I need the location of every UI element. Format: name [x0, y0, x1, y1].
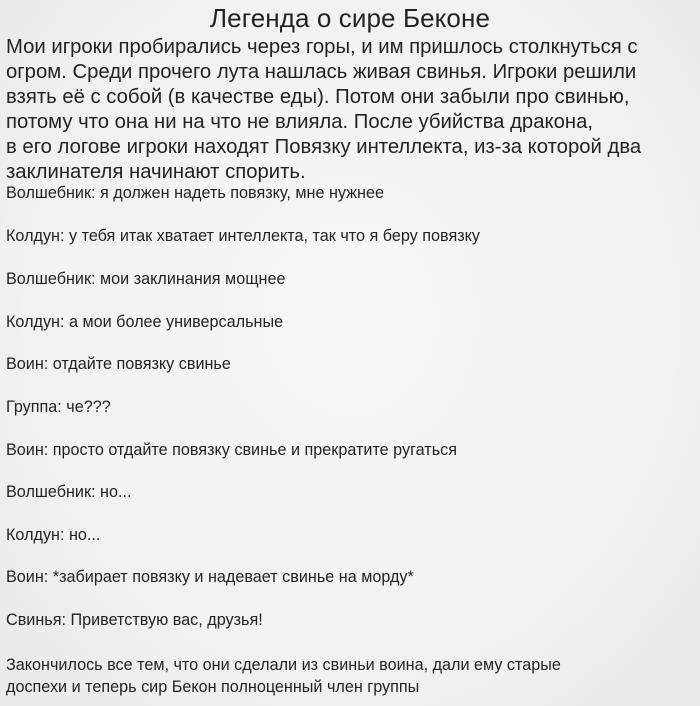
intro-line: огром. Среди прочего лута нашлась живая свинья. Игроки решили	[6, 61, 637, 83]
dialog-line-wizard-2: Волшебник: мои заклинания мощнее	[6, 270, 286, 288]
intro-line: в его логове игроки находят Повязку интеллекта, из-за которой два	[6, 136, 642, 158]
dialog-line-pig: Свинья: Приветствую вас, друзья!	[6, 611, 263, 629]
dialog-line-wizard-1: Волшебник: я должен надеть повязку, мне нужнее	[6, 184, 384, 202]
dialog-line-warrior-1: Воин: отдайте повязку свинье	[6, 355, 231, 373]
dialog-line-group: Группа: че???	[6, 398, 111, 416]
dialog-line-wizard-3: Волшебник: но...	[6, 483, 132, 501]
dialog-line-warlock-2: Колдун: а мои более универсальные	[6, 313, 284, 331]
dialog-line-warlock-3: Колдун: но...	[6, 526, 101, 544]
intro-line: заклинателя начинают спорить.	[6, 161, 306, 183]
conclusion-line: Закончилось все тем, что они сделали из свиньи воина, дали ему старые	[6, 656, 561, 674]
story-title: Легенда о сире Беконе	[209, 3, 491, 33]
intro-paragraph	[6, 35, 700, 185]
intro-line: взять её с собой (в качестве еды). Потом они забыли про свинью,	[6, 86, 630, 108]
intro-line: Мои игроки пробирались через горы, и им пришлось столкнуться с	[6, 36, 638, 58]
conclusion-line: доспехи и теперь сир Бекон полноценный член группы	[6, 678, 420, 696]
intro-line: потому что она ни на что не влияла. После убийства дракона,	[6, 111, 593, 133]
dialog-line-warrior-2: Воин: просто отдайте повязку свинье и прекратите ругаться	[6, 441, 458, 459]
dialog-line-warlock-1: Колдун: у тебя итак хватает интеллекта, так что я беру повязку	[6, 227, 480, 245]
conclusion-paragraph	[6, 654, 561, 698]
dialog-line-warrior-3: Воин: *забирает повязку и надевает свинье на морду*	[6, 568, 414, 586]
